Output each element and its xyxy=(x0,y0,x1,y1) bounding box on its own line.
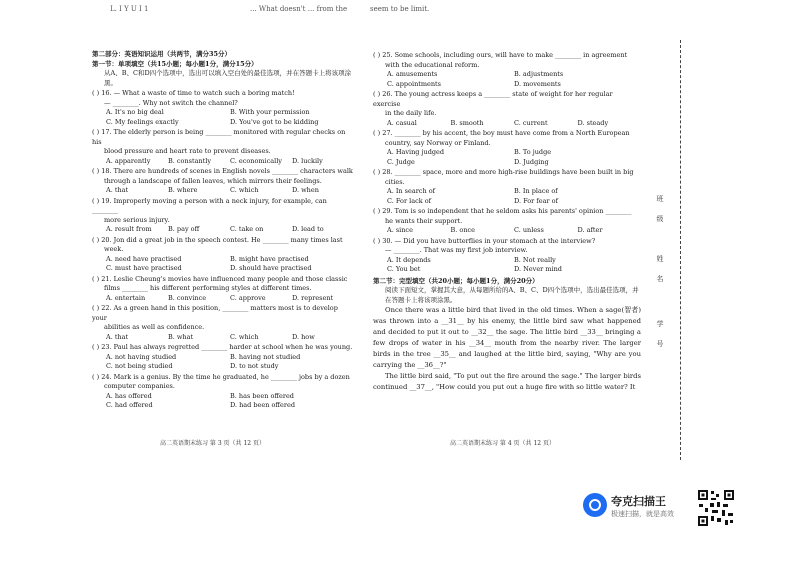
answer-option: C. Judge xyxy=(387,157,415,166)
answer-option: A. result from xyxy=(106,225,152,233)
scanner-slogan: 极速扫描，就是高效 xyxy=(611,510,674,518)
answer-options xyxy=(106,108,354,127)
answer-option: A. It depends xyxy=(387,255,431,264)
answer-option: C. You bet xyxy=(387,265,421,273)
answer-option: D. when xyxy=(292,186,319,194)
question-stem-continued: in the daily life. xyxy=(385,109,437,117)
answer-option: A. Having judged xyxy=(387,148,445,156)
binding-label-id-1: 学 xyxy=(656,320,664,327)
question-stem: ( ) 26. The young actress keeps a ________ state of weight for her regular exercise xyxy=(373,90,613,108)
answer-option: C. must have practised xyxy=(106,264,182,272)
answer-options xyxy=(387,187,641,206)
answer-option: B. what xyxy=(168,332,194,341)
question-stem-continued: through a landscape of fallen leaves, which mirrors their feelings. xyxy=(104,176,322,185)
scanner-app-name: 夸克扫描王 xyxy=(611,495,666,508)
question-item xyxy=(92,89,354,127)
cloze-instruction: 阅读下面短文，掌握其大意，从每题所给的A、B、C、D四个选项中，选出最佳选项，并在答题卡上将该项涂黑。 xyxy=(385,286,639,304)
question-list xyxy=(92,89,354,411)
question-stem-continued: he wants their support. xyxy=(385,216,463,225)
answer-option: A. entertain xyxy=(106,293,146,302)
binding-label-name-2: 名 xyxy=(656,275,664,282)
question-stem: ( ) 18. There are hundreds of scenes in English novels ________ characters walk xyxy=(92,167,353,175)
answer-option: A. that xyxy=(106,186,129,194)
answer-option: D. should have practised xyxy=(230,264,312,272)
answer-option: A. since xyxy=(387,226,413,234)
answer-options xyxy=(387,119,641,129)
question-stem-continued: — ________. That was my first job interview. xyxy=(385,246,528,254)
question-stem-continued: country, say Norway or Finland. xyxy=(385,138,491,147)
answer-option: D. after xyxy=(577,226,603,234)
question-stem-continued: with the educational reform. xyxy=(385,60,480,69)
answer-option: C. had offered xyxy=(106,401,153,409)
answer-option: D. represent xyxy=(292,293,334,302)
answer-option: D. Judging xyxy=(514,157,549,166)
answer-option: D. steady xyxy=(577,118,609,127)
question-item xyxy=(373,129,641,167)
question-stem: ( ) 19. Improperly moving a person with a neck injury, for example, can ________ xyxy=(92,196,327,214)
answer-option: C. appointments xyxy=(387,79,442,88)
question-stem-continued: cities. xyxy=(385,177,405,186)
answer-options xyxy=(106,157,354,167)
answer-options xyxy=(106,255,354,274)
answer-options xyxy=(387,256,641,275)
answer-option: D. to not study xyxy=(230,362,279,370)
binding-label-id-2: 号 xyxy=(656,340,664,347)
answer-options xyxy=(106,333,354,343)
question-stem: ( ) 29. Tom is so independent that he seldom asks his parents' opinion ________ xyxy=(373,207,632,215)
answer-options xyxy=(106,353,354,372)
answer-option: C. take on xyxy=(230,225,264,233)
answer-option: D. You've got to be kidding xyxy=(230,117,319,126)
answer-option: B. pay off xyxy=(168,225,200,233)
question-item xyxy=(92,304,354,342)
answer-option: C. which xyxy=(230,332,259,341)
answer-option: A. apparently xyxy=(106,156,151,165)
answer-option: A. casual xyxy=(387,118,417,127)
answer-option: A. that xyxy=(106,332,129,341)
page-footer-right: 高二英语期末练习 第 4 页（共 12 页） xyxy=(450,440,555,447)
question-stem: ( ) 22. As a green hand in this position, ________ matters most is to develop your xyxy=(92,304,338,322)
answer-options xyxy=(387,226,641,236)
question-list xyxy=(373,51,641,275)
question-stem: ( ) 27. ________ by his accent, the boy must have come from a North European xyxy=(373,129,630,137)
answer-option: B. once xyxy=(450,226,475,234)
question-item xyxy=(92,167,354,196)
answer-option: B. To judge xyxy=(514,148,552,156)
answer-option: B. having not studied xyxy=(230,352,301,361)
answer-option: A. has offered xyxy=(106,391,152,400)
question-item xyxy=(92,343,354,372)
cloze-paragraph-1: Once there was a little bird that lived in the old times. When a sage(智者) was thrown into a __31__ by his enemy, the little bird saw what happened and decided to put it out to __32__ the sage. The little bird __33__ bringing a few drops of water in his __34__ mouth from the nearby river. The larger birds in the tree __35__ and laughed at the little bird, saying, "Why are you carrying the __36__?" xyxy=(373,306,641,369)
question-item xyxy=(92,236,354,274)
answer-option: D. For fear of xyxy=(514,196,558,205)
question-stem-continued: more serious injury. xyxy=(104,215,170,224)
question-item xyxy=(92,373,354,411)
answer-option: C. current xyxy=(514,118,548,127)
part-title: 第二部分：英语知识运用（共两节，满分35分） xyxy=(92,50,232,58)
answer-option: A. need have practised xyxy=(106,254,182,263)
question-stem-continued: week. xyxy=(104,245,124,253)
question-item xyxy=(92,197,354,235)
cloze-title: 第二节：完型填空（共20小题；每小题1分，满分20分） xyxy=(373,276,539,285)
answer-option: B. smooth xyxy=(450,118,484,127)
answer-options xyxy=(106,294,354,304)
answer-option: B. In place of xyxy=(514,187,558,195)
question-stem: ( ) 17. The elderly person is being ________ monitored with regular checks on his xyxy=(92,128,346,146)
answer-option: A. amusements xyxy=(387,70,438,78)
answer-option: C. which xyxy=(230,186,259,194)
answer-option: D. had been offered xyxy=(230,401,295,409)
answer-option: B. has been offered xyxy=(230,391,294,400)
question-stem-continued: films ________ his different performing styles at different times. xyxy=(104,284,312,292)
question-item xyxy=(373,90,641,128)
question-stem: ( ) 28. ________ space, more and more high-rise buildings have been built in big xyxy=(373,168,634,176)
question-item xyxy=(373,237,641,275)
question-stem-continued: blood pressure and heart rate to prevent diseases. xyxy=(104,147,271,155)
answer-options xyxy=(106,186,354,196)
answer-option: C. not being studied xyxy=(106,362,173,370)
question-stem: ( ) 23. Paul has always regretted ________ harder at school when he was young. xyxy=(92,343,353,351)
answer-option: C. For lack of xyxy=(387,196,432,205)
question-stem: ( ) 30. — Did you have butterflies in your stomach at the interview? xyxy=(373,236,596,245)
answer-option: C. economically xyxy=(230,156,282,165)
answer-option: B. constantly xyxy=(168,156,212,165)
answer-option: C. unless xyxy=(514,226,544,234)
qr-code-icon xyxy=(697,489,735,527)
binding-label-class-1: 班 xyxy=(656,195,664,202)
binding-label-class-2: 级 xyxy=(656,215,664,222)
answer-option: D. luckily xyxy=(292,156,323,165)
binding-cut-line xyxy=(680,40,681,460)
answer-option: B. where xyxy=(168,186,198,194)
answer-option: D. lead to xyxy=(292,225,324,233)
top-fragment-3: seem to be limit. xyxy=(370,5,430,13)
answer-option: C. My feelings exactly xyxy=(106,117,179,126)
answer-options xyxy=(387,148,641,167)
question-item xyxy=(373,207,641,236)
answer-option: C. approve xyxy=(230,293,266,302)
binding-label-name-1: 姓 xyxy=(656,255,664,262)
answer-option: D. how xyxy=(292,332,315,341)
question-item xyxy=(92,128,354,166)
question-stem: ( ) 25. Some schools, including ours, will have to make ________ in agreement xyxy=(373,51,628,59)
answer-option: A. In search of xyxy=(387,187,436,195)
answer-option: B. convince xyxy=(168,293,207,302)
question-item xyxy=(373,51,641,89)
scanner-logo-icon xyxy=(583,493,607,517)
answer-options xyxy=(106,392,354,411)
question-item xyxy=(92,275,354,304)
section-title: 第一节：单项填空（共15小题；每小题1分，满分15分） xyxy=(92,59,258,68)
top-fragment-2: ... What doesn't ... from the xyxy=(250,5,348,13)
answer-options xyxy=(106,225,354,235)
right-page xyxy=(373,50,641,393)
cloze-paragraph-2: The little bird said, "To put out the fire around the sage." The larger birds continued __37__, "How could you put out a huge fire with so little water? It xyxy=(373,372,641,391)
answer-option: B. adjustments xyxy=(514,70,564,78)
question-stem-continued: computer companies. xyxy=(104,382,175,390)
question-stem: ( ) 24. Mark is a genius. By the time he graduated, he ________ jobs by a dozen xyxy=(92,372,350,381)
question-stem: ( ) 20. Jon did a great job in the speech contest. He ________ many times last xyxy=(92,235,343,244)
answer-option: D. Never mind xyxy=(514,265,562,273)
answer-option: B. might have practised xyxy=(230,254,309,263)
question-stem: ( ) 16. — What a waste of time to watch such a boring match! xyxy=(92,89,295,97)
answer-option: A. It's no big deal xyxy=(106,108,164,116)
question-stem: ( ) 21. Leslie Cheung's movies have influenced many people and those classic xyxy=(92,274,348,283)
answer-option: A. not having studied xyxy=(106,352,177,361)
answer-option: D. movements xyxy=(514,79,561,88)
question-item xyxy=(373,168,641,206)
left-page xyxy=(92,50,354,411)
section-instruction: 从A、B、C和D四个选项中，选出可以填入空白处的最佳选项，并在答题卡上将该项涂黑。 xyxy=(104,69,352,87)
question-stem-continued: — ________. Why not switch the channel? xyxy=(104,98,238,107)
answer-option: B. Not really xyxy=(514,255,556,264)
answer-options xyxy=(387,70,641,89)
top-fragment-1: L. I Y U I 1 xyxy=(110,5,149,13)
page-footer-left: 高二英语期末练习 第 3 页（共 12 页） xyxy=(160,440,265,447)
answer-option: B. With your permission xyxy=(230,108,310,116)
question-stem-continued: abilities as well as confidence. xyxy=(104,323,205,331)
